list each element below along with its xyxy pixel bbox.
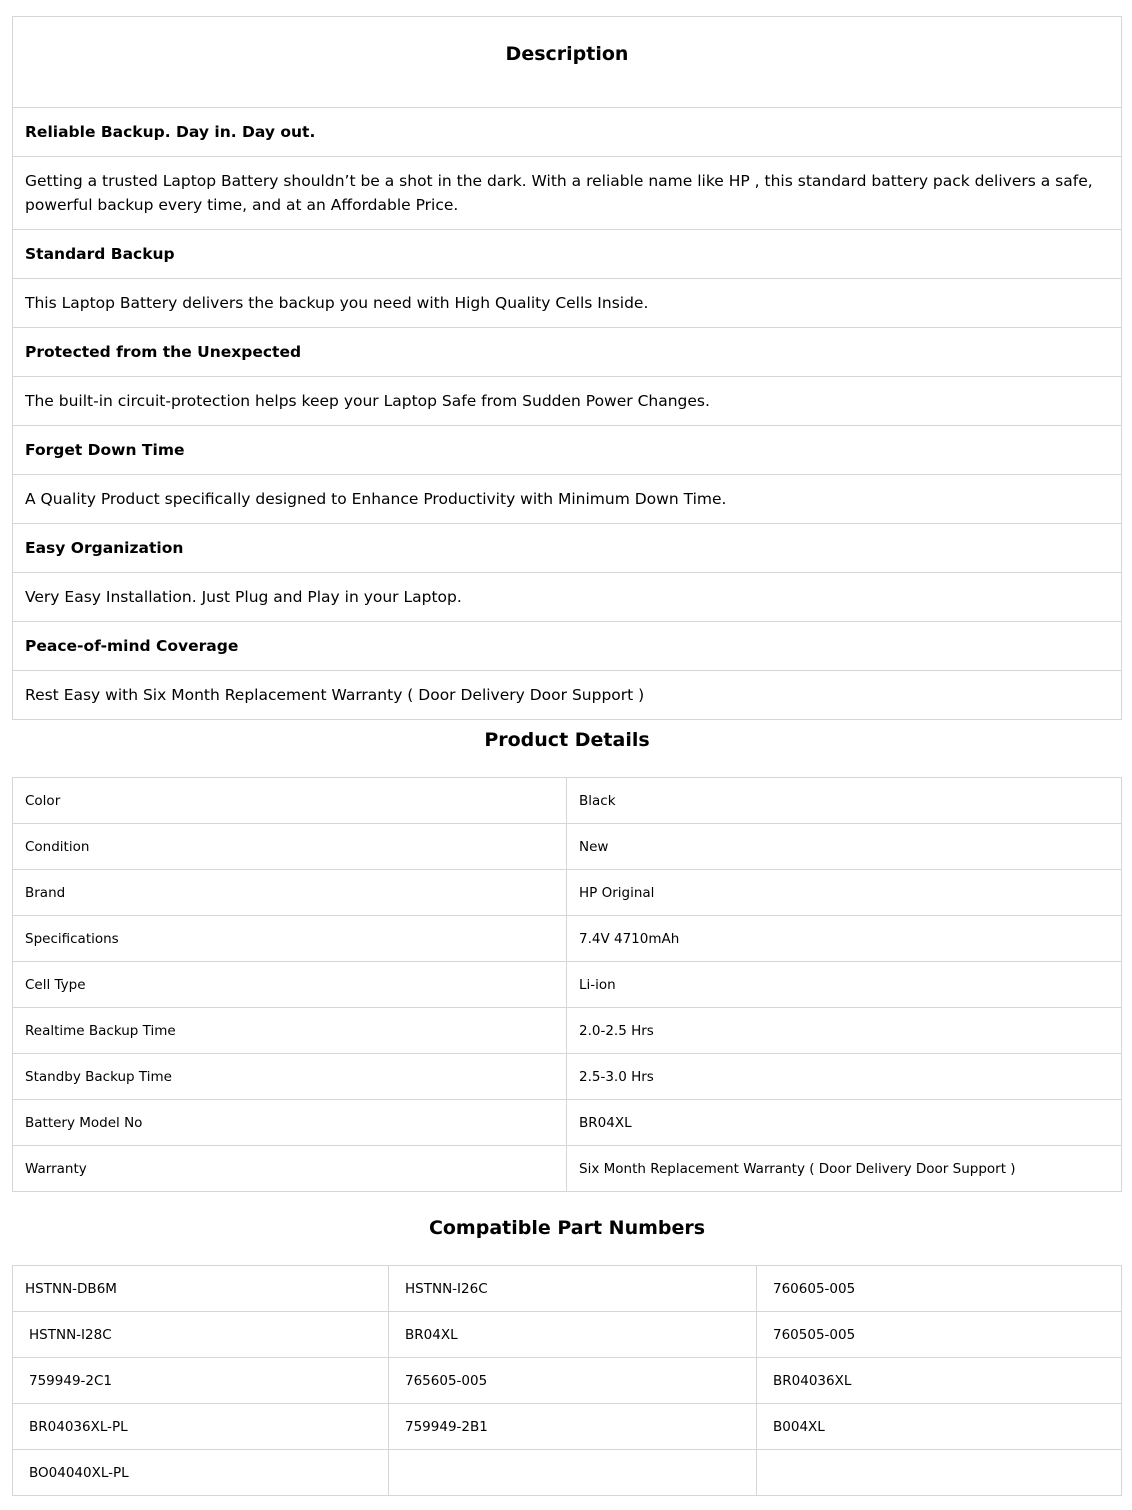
- detail-value: Black: [567, 778, 1122, 824]
- part-number: 759949-2B1: [389, 1404, 757, 1450]
- details-row: [13, 962, 1122, 1008]
- detail-label: Realtime Backup Time: [13, 1008, 567, 1054]
- section-heading: Forget Down Time: [13, 426, 1122, 475]
- section-heading-row: [13, 328, 1122, 377]
- detail-value: 2.0-2.5 Hrs: [567, 1008, 1122, 1054]
- part-number: 765605-005: [389, 1358, 757, 1404]
- description-header-row: [13, 17, 1122, 108]
- description-table: [12, 16, 1122, 720]
- part-number-empty: [757, 1450, 1122, 1496]
- section-text-row: [13, 157, 1122, 230]
- part-number: 760605-005: [757, 1266, 1122, 1312]
- details-row: [13, 870, 1122, 916]
- details-row: [13, 1146, 1122, 1192]
- part-number-empty: [389, 1450, 757, 1496]
- product-details-table: [12, 777, 1122, 1192]
- section-text: The built-in circuit-protection helps keep your Laptop Safe from Sudden Power Changes.: [13, 377, 1122, 426]
- details-row: [13, 1100, 1122, 1146]
- detail-label: Battery Model No: [13, 1100, 567, 1146]
- section-text: Getting a trusted Laptop Battery shouldn’t be a shot in the dark. With a reliable name like HP , this standard battery pack delivers a safe, powerful backup every time, and at an Affordable Price.: [13, 157, 1122, 230]
- section-heading-row: [13, 622, 1122, 671]
- detail-label: Brand: [13, 870, 567, 916]
- product-details-title: Product Details: [484, 729, 650, 751]
- detail-value: HP Original: [567, 870, 1122, 916]
- parts-row: [13, 1450, 1122, 1496]
- part-number: BR04036XL: [757, 1358, 1122, 1404]
- section-heading-row: [13, 108, 1122, 157]
- section-heading-row: [13, 426, 1122, 475]
- detail-label: Condition: [13, 824, 567, 870]
- parts-row: [13, 1266, 1122, 1312]
- detail-value: 7.4V 4710mAh: [567, 916, 1122, 962]
- part-number: HSTNN-DB6M: [13, 1266, 389, 1312]
- parts-row: [13, 1312, 1122, 1358]
- detail-value: BR04XL: [567, 1100, 1122, 1146]
- description-title: Description: [13, 17, 1122, 108]
- section-heading-row: [13, 524, 1122, 573]
- section-text-row: [13, 475, 1122, 524]
- details-row: [13, 1008, 1122, 1054]
- section-text-row: [13, 671, 1122, 720]
- section-text: A Quality Product specifically designed to Enhance Productivity with Minimum Down Time.: [13, 475, 1122, 524]
- parts-row: [13, 1358, 1122, 1404]
- part-number: BO04040XL-PL: [13, 1450, 389, 1496]
- section-heading: Protected from the Unexpected: [13, 328, 1122, 377]
- section-text: This Laptop Battery delivers the backup you need with High Quality Cells Inside.: [13, 279, 1122, 328]
- section-text: Rest Easy with Six Month Replacement Warranty ( Door Delivery Door Support ): [13, 671, 1122, 720]
- details-row: [13, 824, 1122, 870]
- part-number: 759949-2C1: [13, 1358, 389, 1404]
- compatible-parts-title: Compatible Part Numbers: [428, 1217, 706, 1239]
- part-number: 760505-005: [757, 1312, 1122, 1358]
- part-number: BR04XL: [389, 1312, 757, 1358]
- part-number: HSTNN-I26C: [389, 1266, 757, 1312]
- details-row: [13, 916, 1122, 962]
- detail-label: Standby Backup Time: [13, 1054, 567, 1100]
- section-heading: Peace-of-mind Coverage: [13, 622, 1122, 671]
- detail-label: Warranty: [13, 1146, 567, 1192]
- section-text: Very Easy Installation. Just Plug and Play in your Laptop.: [13, 573, 1122, 622]
- section-heading: Easy Organization: [13, 524, 1122, 573]
- detail-value: 2.5-3.0 Hrs: [567, 1054, 1122, 1100]
- detail-value: Six Month Replacement Warranty ( Door Delivery Door Support ): [567, 1146, 1122, 1192]
- section-heading: Standard Backup: [13, 230, 1122, 279]
- compatible-parts-table: [12, 1265, 1122, 1496]
- detail-value: Li-ion: [567, 962, 1122, 1008]
- detail-label: Color: [13, 778, 567, 824]
- part-number: BR04036XL-PL: [13, 1404, 389, 1450]
- detail-label: Specifications: [13, 916, 567, 962]
- details-row: [13, 1054, 1122, 1100]
- section-text-row: [13, 279, 1122, 328]
- details-row: [13, 778, 1122, 824]
- section-text-row: [13, 573, 1122, 622]
- detail-value: New: [567, 824, 1122, 870]
- parts-row: [13, 1404, 1122, 1450]
- section-text-row: [13, 377, 1122, 426]
- section-heading: Reliable Backup. Day in. Day out.: [13, 108, 1122, 157]
- section-heading-row: [13, 230, 1122, 279]
- part-number: HSTNN-I28C: [13, 1312, 389, 1358]
- detail-label: Cell Type: [13, 962, 567, 1008]
- part-number: B004XL: [757, 1404, 1122, 1450]
